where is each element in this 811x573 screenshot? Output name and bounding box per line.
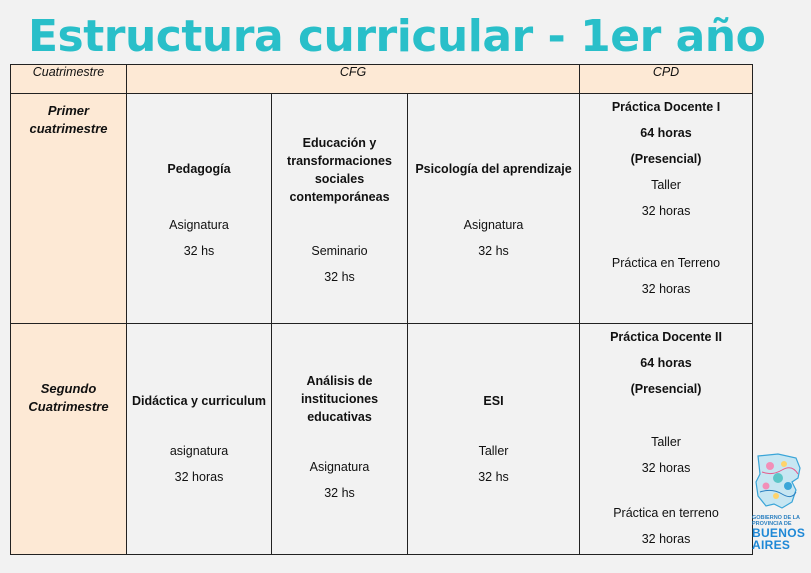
logo-text: AIRES xyxy=(752,538,791,552)
cpd-sub-hours: 32 horas xyxy=(641,461,691,475)
curriculum-table xyxy=(10,64,753,555)
header-term: Cuatrimestre xyxy=(11,65,127,94)
course-name-line: sociales xyxy=(314,172,365,186)
course-cell xyxy=(408,94,580,324)
course-hours: 32 horas xyxy=(174,470,224,484)
course-type: Asignatura xyxy=(309,460,370,474)
course-name-line: transformaciones xyxy=(287,154,392,168)
cpd-sub-hours: 32 horas xyxy=(641,532,691,546)
cpd-cell xyxy=(580,94,753,324)
term-line: Primer xyxy=(47,103,90,118)
logo-text: GOBIERNO DE LA xyxy=(752,515,800,521)
page-title: Estructura curricular - 1er año xyxy=(28,11,766,62)
cpd-sub: Práctica en Terreno xyxy=(611,256,721,270)
course-name-line: Análisis de xyxy=(306,374,373,388)
table-row xyxy=(11,94,753,324)
course-hours: 32 hs xyxy=(183,244,215,258)
course-name: Didáctica y curriculum xyxy=(131,394,267,408)
cpd-sub-hours: 32 horas xyxy=(641,204,691,218)
table-row xyxy=(11,324,753,555)
course-name-line: Educación y xyxy=(302,136,377,150)
course-hours: 32 hs xyxy=(324,270,355,284)
course-name-line: educativas xyxy=(307,410,372,424)
term-line: Cuatrimestre xyxy=(28,399,109,414)
course-cell xyxy=(272,324,408,555)
cpd-mode: (Presencial) xyxy=(630,152,702,166)
course-cell xyxy=(272,94,408,324)
course-hours: 32 hs xyxy=(478,470,509,484)
cpd-sub: Práctica en terreno xyxy=(613,506,719,520)
term-cell xyxy=(11,94,127,324)
province-map-icon xyxy=(752,452,804,510)
header-row xyxy=(11,65,753,94)
logo-text: PROVINCIA DE xyxy=(752,521,792,527)
header-cfg: CFG xyxy=(127,65,580,94)
cpd-title: Práctica Docente II xyxy=(610,330,722,344)
course-hours: 32 hs xyxy=(324,486,355,500)
cpd-title: Práctica Docente I xyxy=(611,100,721,114)
course-type: Asignatura xyxy=(169,218,229,232)
course-type: Taller xyxy=(478,444,509,458)
course-name: Pedagogía xyxy=(167,162,231,176)
course-type: Seminario xyxy=(311,244,368,258)
cpd-mode: (Presencial) xyxy=(630,382,702,396)
term-line: Segundo xyxy=(40,381,97,396)
course-hours: 32 hs xyxy=(478,244,509,258)
course-cell xyxy=(127,94,272,324)
term-line: cuatrimestre xyxy=(29,121,108,136)
cpd-sub: Taller xyxy=(651,435,681,449)
course-name: ESI xyxy=(483,394,504,408)
course-cell xyxy=(127,324,272,555)
course-name: Psicología del aprendizaje xyxy=(415,162,572,176)
course-name-line: contemporáneas xyxy=(289,190,390,204)
logo-text: BUENOS xyxy=(752,526,806,540)
course-cell xyxy=(408,324,580,555)
course-type: asignatura xyxy=(169,444,229,458)
cpd-cell xyxy=(580,324,753,555)
cpd-hours: 64 horas xyxy=(640,126,692,140)
cpd-hours: 64 horas xyxy=(640,356,692,370)
province-logo xyxy=(752,452,808,552)
cpd-sub-hours: 32 horas xyxy=(641,282,691,296)
course-name-line: instituciones xyxy=(300,392,379,406)
header-cpd: CPD xyxy=(580,65,753,94)
course-type: Asignatura xyxy=(463,218,524,232)
term-cell xyxy=(11,324,127,555)
cpd-sub: Taller xyxy=(651,178,681,192)
